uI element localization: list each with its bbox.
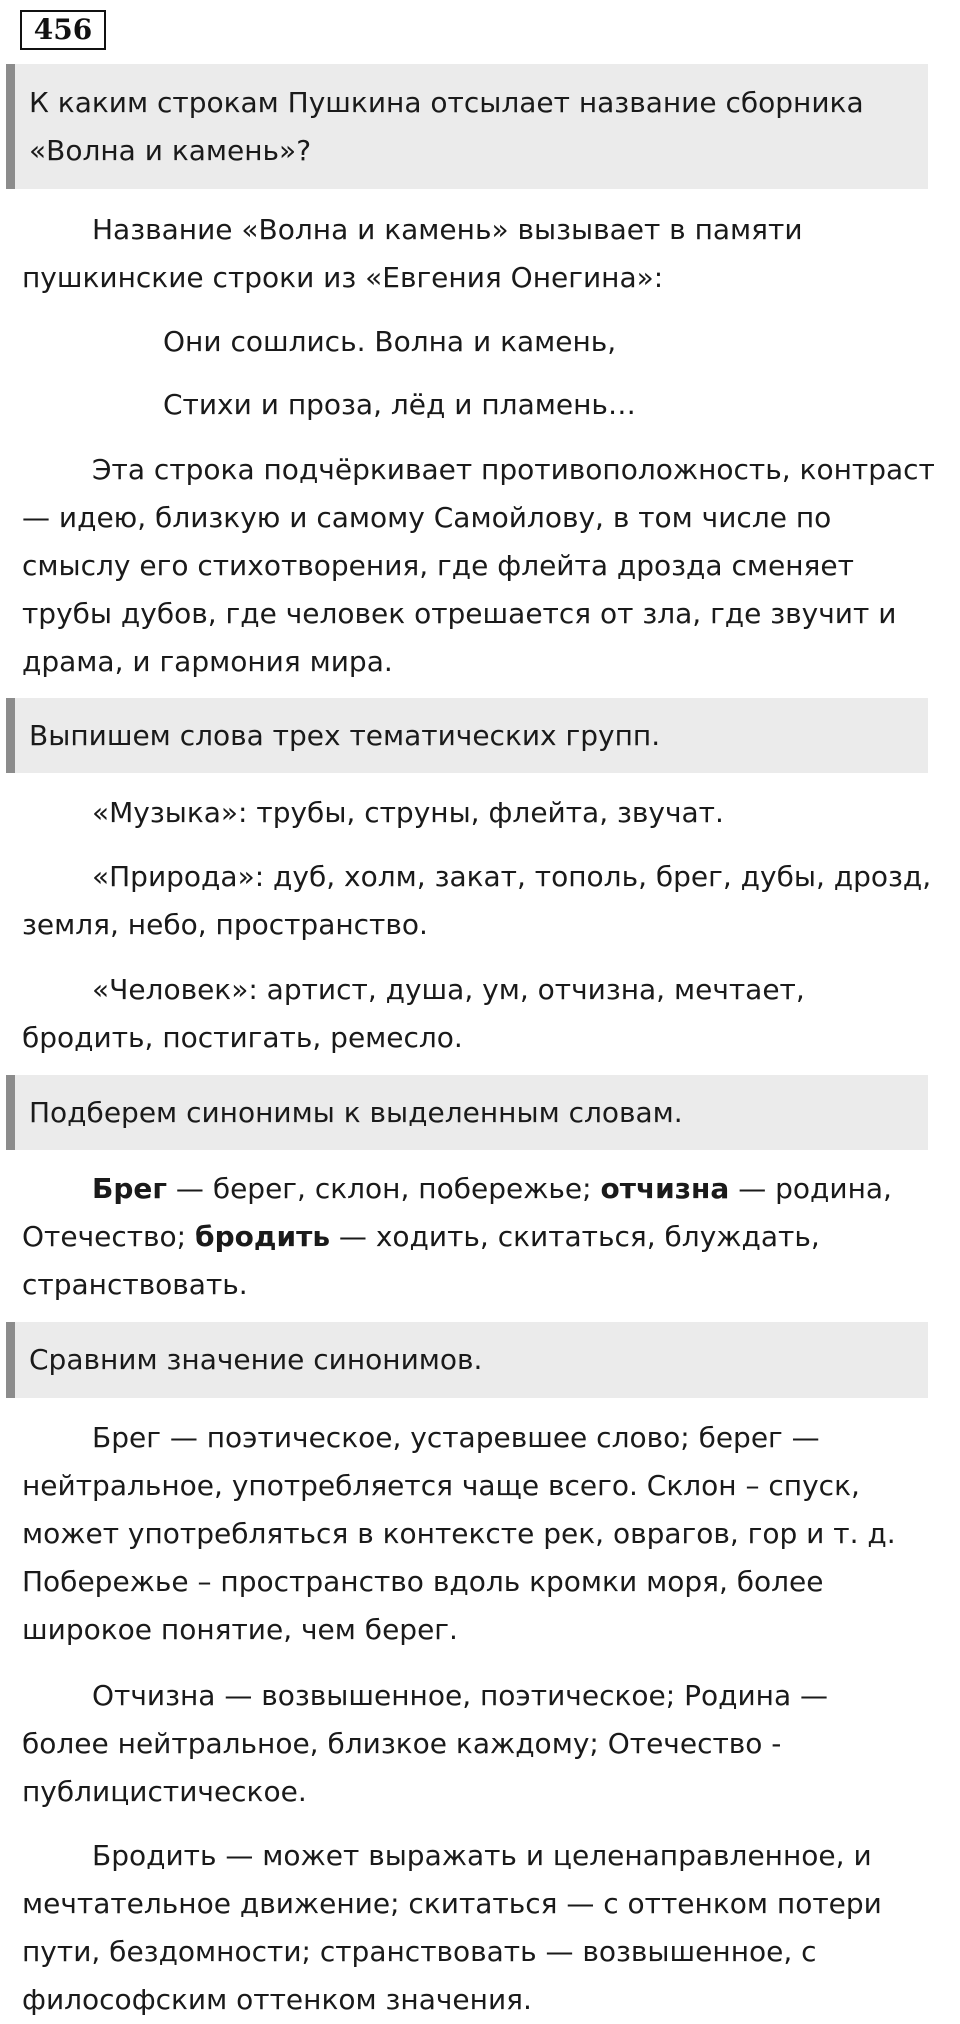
text-line: нейтральное, употребляется чаще всего. Склон – спуск, xyxy=(22,1469,860,1502)
text-line: «Человек»: артист, душа, ум, отчизна, мечтает, xyxy=(92,973,805,1006)
text-line: земля, небо, пространство. xyxy=(22,908,428,941)
text-line: «Природа»: дуб, холм, закат, тополь, брег, дубы, дрозд, xyxy=(92,860,932,893)
question-1 xyxy=(6,64,928,189)
compare-otchizna xyxy=(22,1672,952,1816)
bold-word-otchizna: отчизна xyxy=(600,1172,730,1205)
question-3-text: Подберем синонимы к выделенным словам. xyxy=(29,1095,683,1129)
text-line: «Музыка»: трубы, струны, флейта, звучат. xyxy=(92,796,724,829)
question-2 xyxy=(6,698,928,773)
text-line xyxy=(22,1213,952,1261)
question-3 xyxy=(6,1075,928,1150)
bold-word-brodit: бродить xyxy=(195,1220,331,1253)
text-line xyxy=(22,1165,952,1213)
group-music xyxy=(22,789,952,837)
synonyms-brodit: — ходить, скитаться, блуждать, xyxy=(330,1220,820,1253)
synonyms-otchizna-cont: Отечество; xyxy=(22,1220,196,1253)
question-1-line-2: «Волна и камень»? xyxy=(29,133,312,167)
text-line: пушкинские строки из «Евгения Онегина»: xyxy=(22,261,664,294)
bold-word-breg: Брег xyxy=(92,1172,168,1205)
text-line: Отчизна — возвышенное, поэтическое; Родина — xyxy=(92,1679,829,1712)
synonyms-otchizna: — родина, xyxy=(729,1172,892,1205)
text-line: философским оттенком значения. xyxy=(22,1983,532,2016)
answer-1-comment xyxy=(22,446,952,686)
text-line: Бродить — может выражать и целенаправленное, и xyxy=(92,1839,872,1872)
text-line: пути, бездомности; странствовать — возвышенное, с xyxy=(22,1935,817,1968)
text-line: может употребляться в контексте рек, оврагов, гор и т. д. xyxy=(22,1517,896,1550)
text-line: широкое понятие, чем берег. xyxy=(22,1613,458,1646)
text-line: Эта строка подчёркивает противоположность, контраст xyxy=(92,453,935,486)
text-line: драма, и гармония мира. xyxy=(22,645,393,678)
compare-breg xyxy=(22,1414,952,1654)
text-line: публицистическое. xyxy=(22,1775,307,1808)
text-line: мечтательное движение; скитаться — с оттенком потери xyxy=(22,1887,882,1920)
question-2-text: Выпишем слова трех тематических групп. xyxy=(29,718,661,752)
text-line: Брег — поэтическое, устаревшее слово; берег — xyxy=(92,1421,820,1454)
compare-brodit xyxy=(22,1832,952,2024)
text-line: — идею, близкую и самому Самойлову, в том числе по xyxy=(22,501,832,534)
group-human xyxy=(22,966,952,1062)
poem-line-1: Они сошлись. Волна и камень, xyxy=(163,325,617,358)
synonyms-answer xyxy=(22,1165,952,1309)
text-line: Название «Волна и камень» вызывает в памяти xyxy=(92,213,803,246)
text-line: бродить, постигать, ремесло. xyxy=(22,1021,463,1054)
question-1-line-1: К каким строкам Пушкина отсылает название сборника xyxy=(29,85,864,119)
text-line: трубы дубов, где человек отрешается от зла, где звучит и xyxy=(22,597,897,630)
synonyms-breg: — берег, склон, побережье; xyxy=(167,1172,601,1205)
question-4 xyxy=(6,1322,928,1398)
answer-1-intro xyxy=(22,206,952,302)
poem-line-2: Стихи и проза, лёд и пламень… xyxy=(163,388,636,421)
text-line: смыслу его стихотворения, где флейта дрозда сменяет xyxy=(22,549,854,582)
task-number: 456 xyxy=(20,10,106,50)
group-nature xyxy=(22,853,952,949)
text-line: странствовать. xyxy=(22,1268,248,1301)
text-line: более нейтральное, близкое каждому; Отечество - xyxy=(22,1727,782,1760)
question-4-text: Сравним значение синонимов. xyxy=(29,1343,483,1376)
text-line: Побережье – пространство вдоль кромки моря, более xyxy=(22,1565,824,1598)
